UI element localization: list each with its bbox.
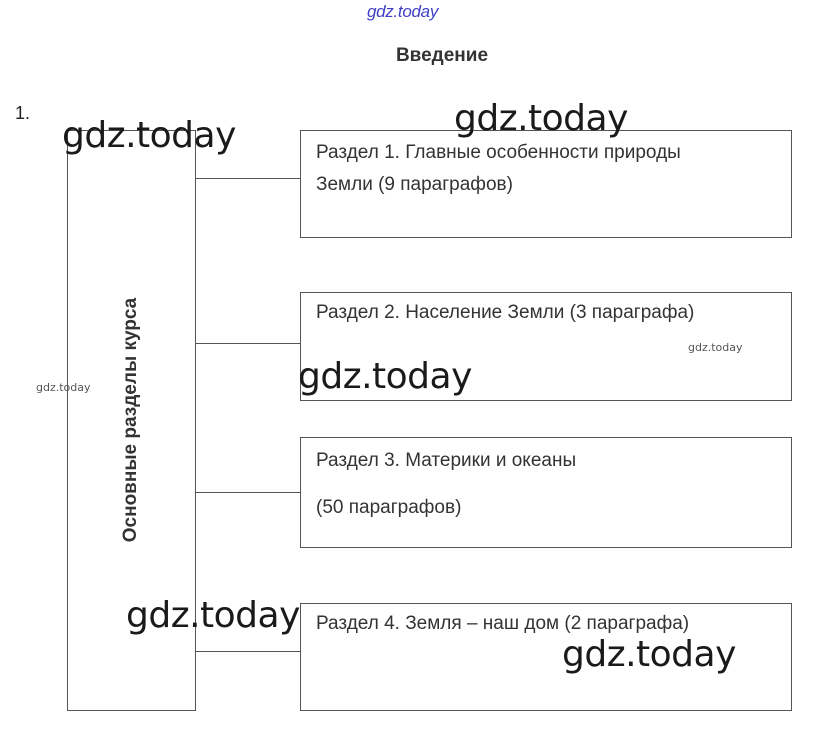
section-box-1 [300,130,792,238]
watermark-4: gdz.today [126,595,300,636]
section-box-3 [300,437,792,548]
section-4-line-1: Раздел 4. Земля – наш дом (2 параграфа) [316,613,690,634]
connector-1 [196,178,300,179]
section-3-line-1: Раздел 3. Материки и океаны [316,450,577,471]
section-2-line-1: Раздел 2. Население Земли (3 параграфа) [316,302,695,323]
section-1-line-1: Раздел 1. Главные особенности природы [316,142,681,163]
watermark-small-2: gdz.today [36,381,91,394]
section-1-line-2: Земли (9 параграфов) [316,174,513,195]
connector-3 [196,492,300,493]
section-3-line-2: (50 параграфов) [316,497,462,518]
page-title: Введение [395,45,489,66]
task-number: 1. [15,103,31,123]
watermark-1: gdz.today [62,115,236,156]
watermark-top: gdz.today [367,2,439,21]
watermark-small-1: gdz.today [688,341,743,354]
connector-4 [196,651,300,652]
main-category-label: Основные разделы курса [120,297,141,543]
connector-2 [196,343,300,344]
watermark-2: gdz.today [454,98,628,139]
watermark-5: gdz.today [562,634,736,675]
watermark-3: gdz.today [298,356,472,397]
